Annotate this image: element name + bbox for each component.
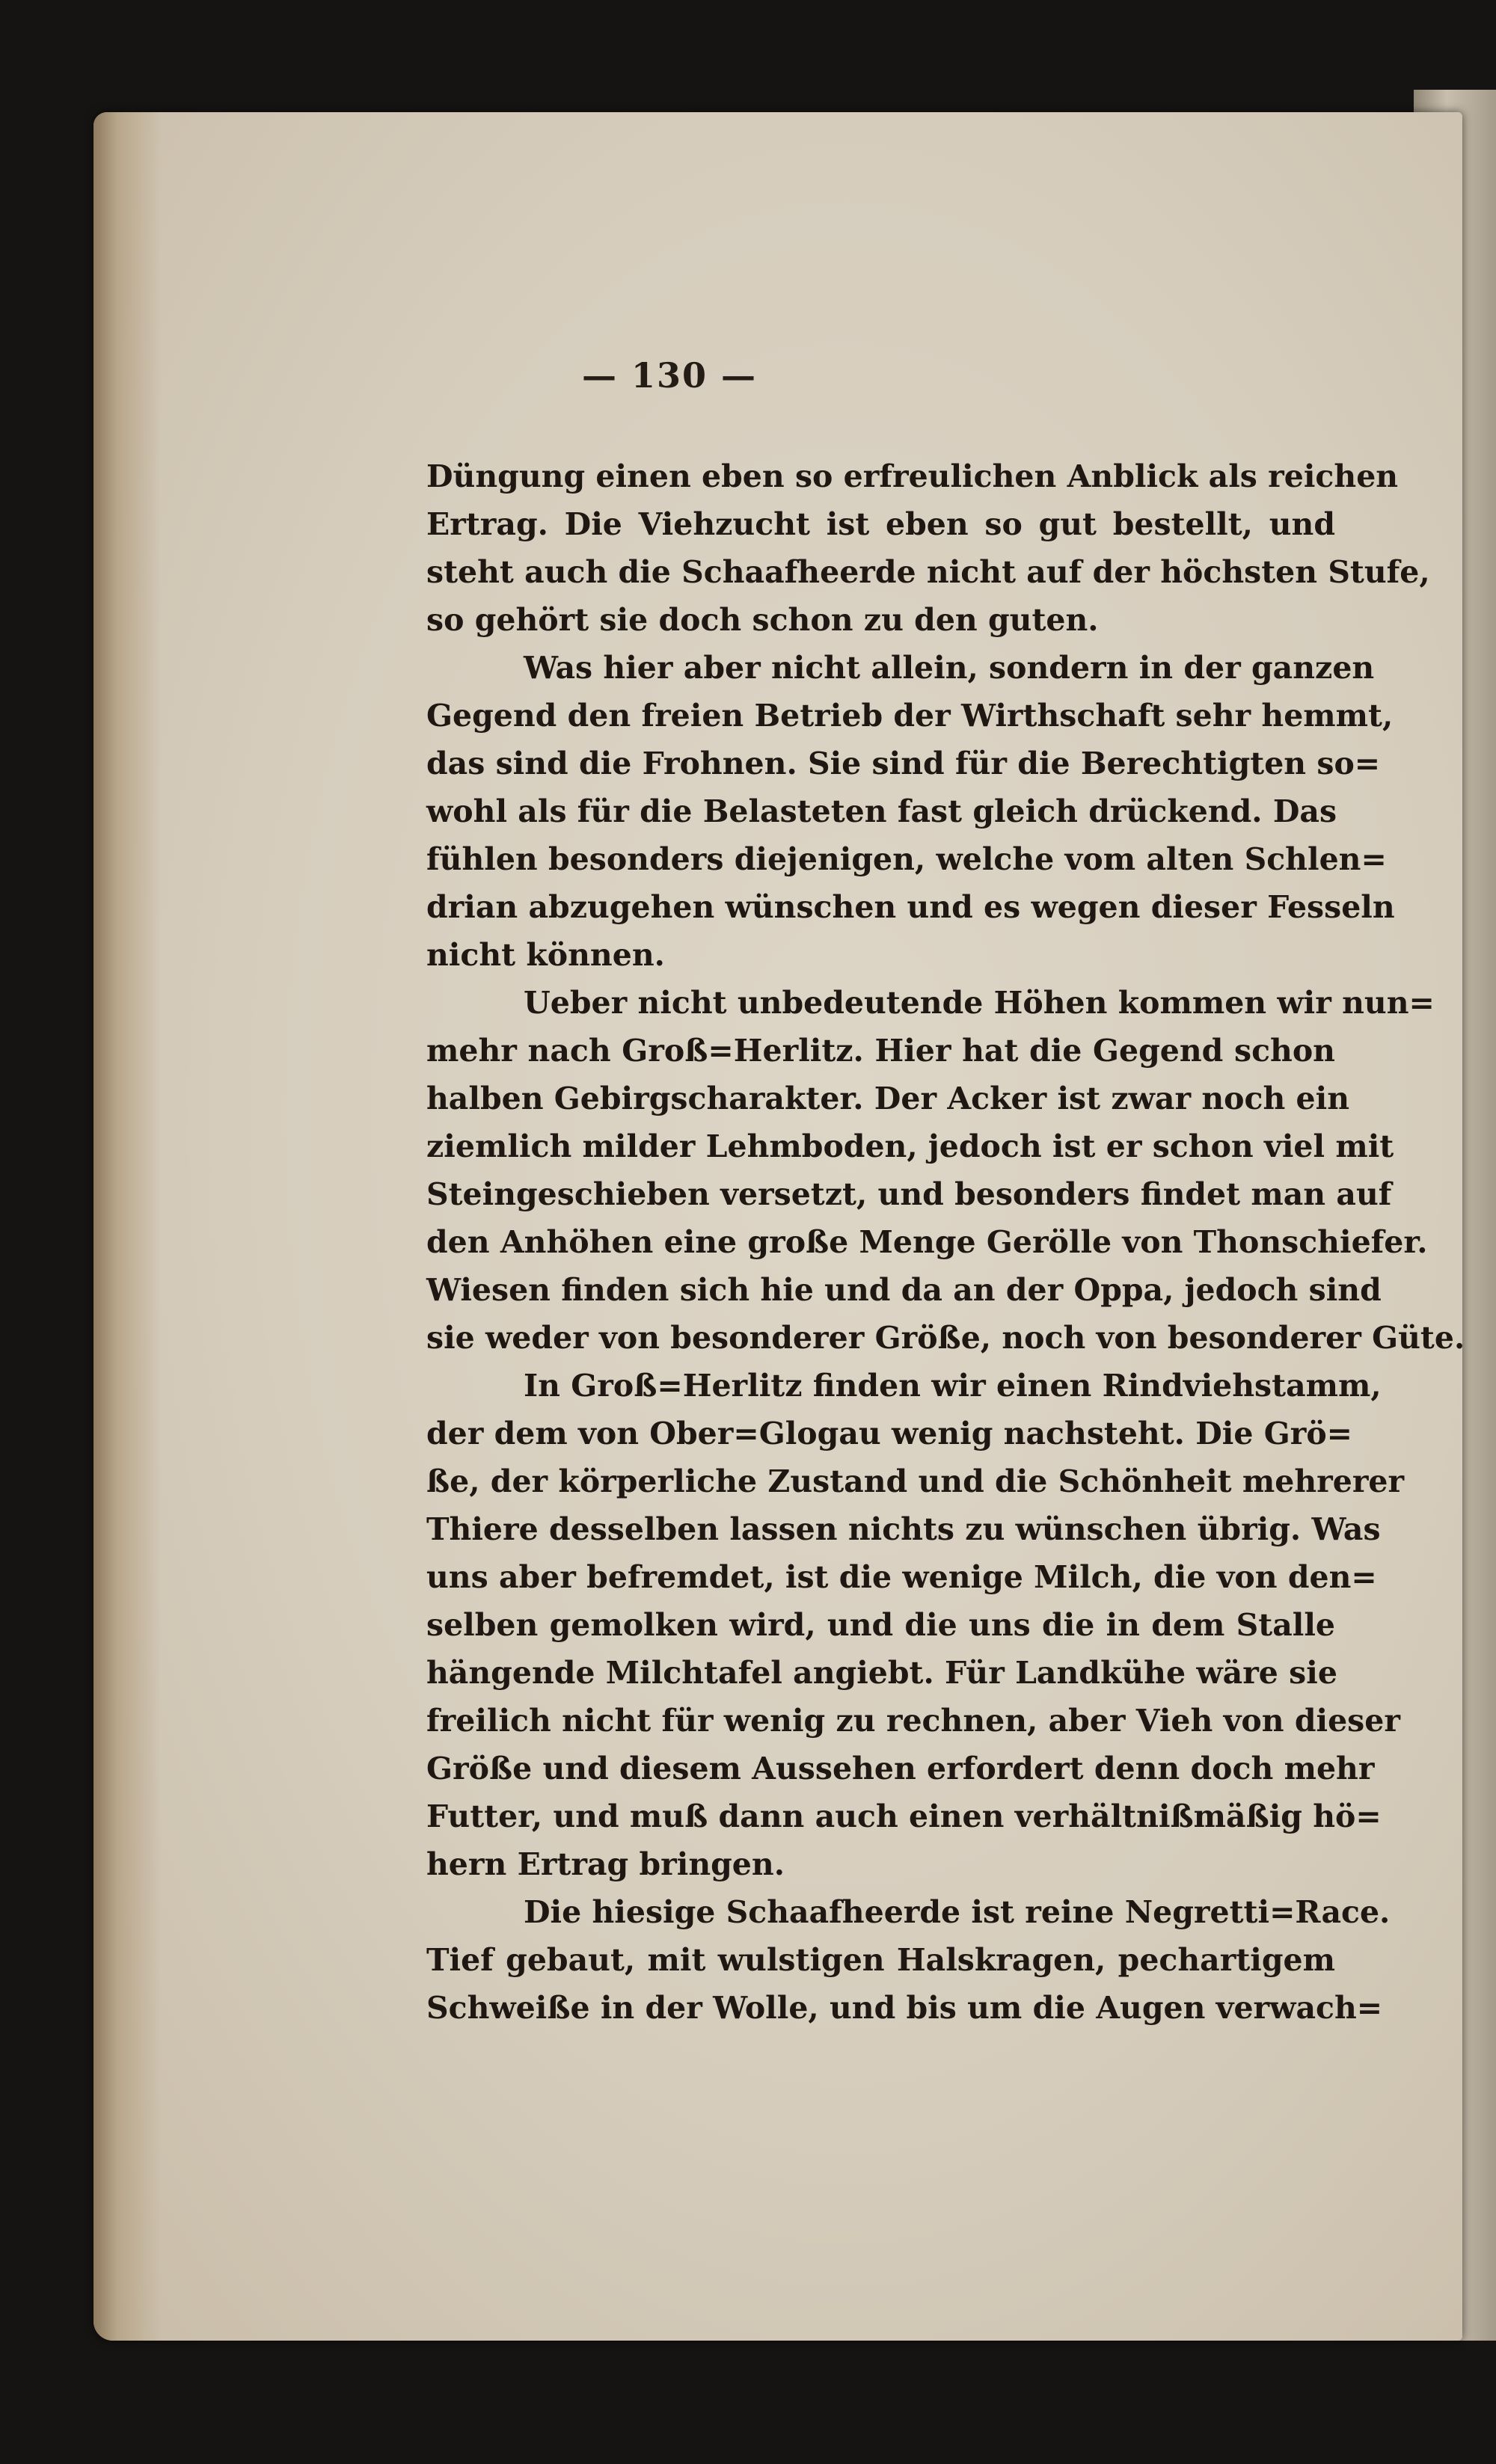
text-line: In Groß=Herlitz finden wir einen Rindviehstamm, (524, 1368, 1382, 1404)
text-line: so gehört sie doch schon zu den guten. (426, 602, 1099, 638)
text-line: mehr nach Groß=Herlitz. Hier hat die Gegend schon (426, 1033, 1335, 1069)
text-line: halben Gebirgscharakter. Der Acker ist zwar noch ein (426, 1081, 1350, 1116)
text-line: Gegend den freien Betrieb der Wirthschaft sehr hemmt, (426, 698, 1394, 734)
text-line: fühlen besonders diejenigen, welche vom alten Schlen= (426, 841, 1387, 877)
text-line: hängende Milchtafel angiebt. Für Landkühe wäre sie (426, 1655, 1337, 1691)
text-line: freilich nicht für wenig zu rechnen, aber Vieh von dieser (426, 1703, 1400, 1739)
text-line: uns aber befremdet, ist die wenige Milch, die von den= (426, 1559, 1377, 1595)
text-line: Futter, und muß dann auch einen verhältnißmäßig hö= (426, 1798, 1382, 1834)
text-line: nicht können. (426, 937, 665, 973)
text-line: Wiesen finden sich hie und da an der Oppa, jedoch sind (426, 1272, 1382, 1308)
text-line: Schweiße in der Wolle, und bis um die Augen verwach= (426, 1990, 1383, 2026)
text-line: Die hiesige Schaafheerde ist reine Negretti=Race. (524, 1894, 1391, 1930)
text-line: drian abzugehen wünschen und es wegen dieser Fesseln (426, 889, 1395, 925)
text-line: Tief gebaut, mit wulstigen Halskragen, pechartigem (426, 1942, 1335, 1978)
text-line: Steingeschieben versetzt, und besonders findet man auf (426, 1176, 1392, 1212)
text-line: den Anhöhen eine große Menge Gerölle von Thonschiefer. (426, 1224, 1428, 1260)
text-line: steht auch die Schaafheerde nicht auf der höchsten Stufe, (426, 554, 1430, 590)
text-line: selben gemolken wird, und die uns die in dem Stalle (426, 1607, 1335, 1643)
text-line: ße, der körperliche Zustand und die Schönheit mehrerer (426, 1463, 1405, 1499)
text-line: Ueber nicht unbedeutende Höhen kommen wir nun= (524, 985, 1435, 1021)
text-line: Düngung einen eben so erfreulichen Anblick als reichen (426, 458, 1399, 494)
text-line: hern Ertrag bringen. (426, 1846, 785, 1882)
text-line: wohl als für die Belasteten fast gleich drückend. Das (426, 793, 1337, 829)
text-line: sie weder von besonderer Größe, noch von besonderer Güte. (426, 1320, 1465, 1356)
text-line: Größe und diesem Aussehen erfordert denn doch mehr (426, 1751, 1375, 1786)
book-page (94, 112, 1465, 2341)
body-text (426, 452, 1465, 2032)
page-worn-edge (94, 112, 161, 2341)
text-line: ziemlich milder Lehmboden, jedoch ist er schon viel mit (426, 1128, 1394, 1164)
text-line: Ertrag. Die Viehzucht ist eben so gut bestellt, und (426, 506, 1335, 542)
text-line: das sind die Frohnen. Sie sind für die Berechtigten so= (426, 746, 1381, 781)
text-line: Was hier aber nicht allein, sondern in der ganzen (524, 650, 1375, 686)
text-line: Thiere desselben lassen nichts zu wünschen übrig. Was (426, 1511, 1381, 1547)
page-number: — 130 — (581, 355, 758, 396)
text-line: der dem von Ober=Glogau wenig nachsteht. Die Grö= (426, 1416, 1353, 1451)
